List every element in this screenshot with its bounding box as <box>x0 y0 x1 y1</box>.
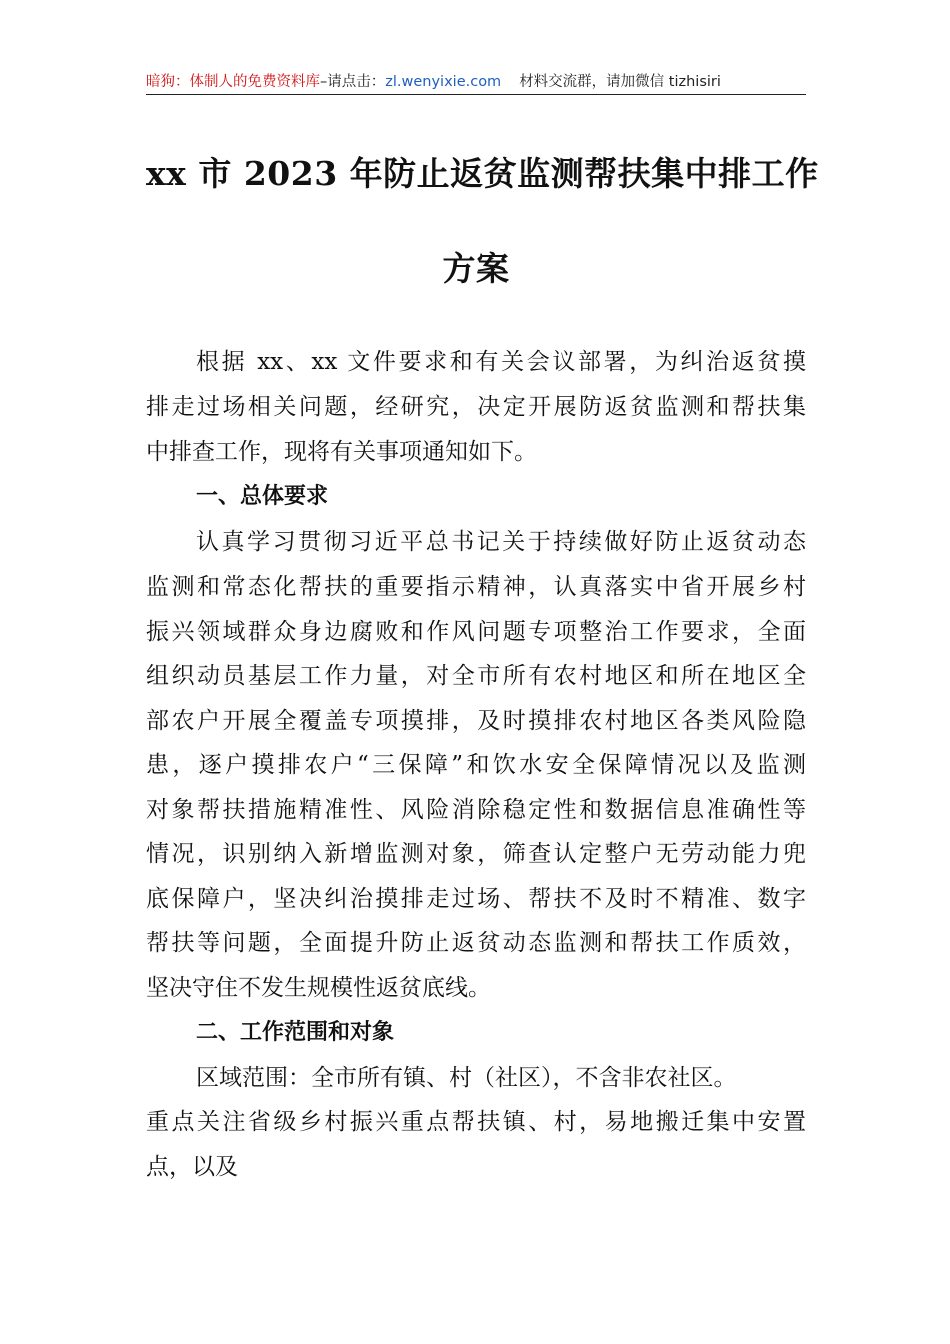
body-line: 组织动员基层工作力量，对全市所有农村地区和所在地区全 <box>146 663 806 689</box>
document-title-line-1: xx 市 2023 年防止返贫监测帮扶集中排工作 <box>146 154 819 193</box>
body-line: 底保障户，坚决纠治摸排走过场、帮扶不及时不精准、数字 <box>146 886 806 912</box>
header-brand: 暗狗：体制人的免费资料库 <box>146 74 320 90</box>
body-line: 坚决守住不发生规模性返贫底线。 <box>146 975 491 1001</box>
document-title-line-2: 方案 <box>442 249 510 288</box>
body-line: 对象帮扶措施精准性、风险消除稳定性和数据信息准确性等 <box>146 797 806 823</box>
header-link[interactable]: zl.wenyixie.com <box>385 74 502 90</box>
header-prompt: –请点击： <box>320 74 386 90</box>
body-line: 患，逐户摸排农户“三保障”和饮水安全保障情况以及监测 <box>146 752 806 778</box>
body-line: 帮扶等问题，全面提升防止返贫动态监测和帮扶工作质效， <box>146 930 806 956</box>
intro-line: 根据 xx、xx 文件要求和有关会议部署，为纠治返贫摸 <box>196 349 806 375</box>
header-note: 材料交流群，请加微信 tizhisiri <box>519 74 721 90</box>
body-line: 部农户开展全覆盖专项摸排，及时摸排农村地区各类风险隐 <box>146 708 806 734</box>
section-heading-2: 二、工作范围和对象 <box>196 1020 395 1045</box>
page-header <box>146 70 806 95</box>
body-line: 振兴领域群众身边腐败和作风问题专项整治工作要求，全面 <box>146 619 806 645</box>
body-line: 监测和常态化帮扶的重要指示精神，认真落实中省开展乡村 <box>146 574 806 600</box>
intro-line: 排走过场相关问题，经研究，决定开展防返贫监测和帮扶集 <box>146 394 806 420</box>
body-line: 情况，识别纳入新增监测对象，筛查认定整户无劳动能力兜 <box>146 841 806 867</box>
section-heading-1: 一、总体要求 <box>196 484 329 509</box>
body-line: 点，以及 <box>146 1154 238 1180</box>
body-line: 认真学习贯彻习近平总书记关于持续做好防止返贫动态 <box>196 529 806 555</box>
intro-line: 中排查工作，现将有关事项通知如下。 <box>146 439 537 465</box>
body-line: 重点关注省级乡村振兴重点帮扶镇、村，易地搬迁集中安置 <box>146 1109 806 1135</box>
body-line: 区域范围：全市所有镇、村（社区），不含非农社区。 <box>196 1065 737 1091</box>
